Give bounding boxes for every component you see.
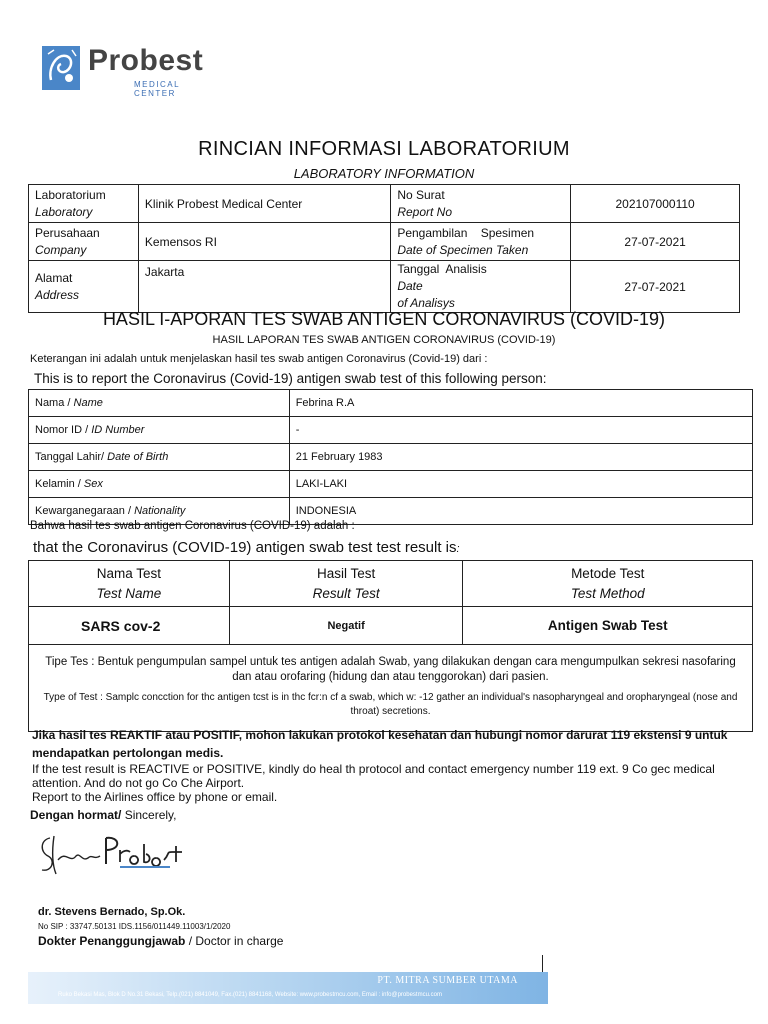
closing-text: Dengan hormat/ Sincerely, [30, 808, 177, 822]
result-intro-id: Bahwa hasil tes swab antigen Coronavirus (COVID-19) adalah : [30, 520, 355, 532]
result-title: HASIL I-APORAN TES SWAB ANTIGEN CORONAVIRUS (COVID-19) [102, 309, 666, 329]
intro-text-id: Keterangan ini adalah untuk menjelaskan hasil tes swab antigen Coronavirus (Covid-19) dari : [30, 353, 488, 365]
report-no-value: 202107000110 [571, 185, 740, 223]
lab-info-table [28, 184, 740, 313]
table-row [29, 390, 753, 417]
name-label: Nama / Name [29, 390, 290, 417]
document-subtitle: LABORATORY INFORMATION [293, 166, 475, 181]
probest-logo-icon [42, 46, 80, 90]
test-result-value: Negatif [229, 607, 463, 645]
company-label: Perusahaan Company [29, 223, 139, 261]
name-value: Febrina R.A [289, 390, 752, 417]
test-type-en: Type of Test : Samplc concction for thc antigen tcst is in thc fcr:n cf a swab, which w: -12 gather an individual's nasopharyngeal and oropharyngeal (nose and throat) secretions. [43, 692, 738, 717]
footer-banner [28, 972, 548, 1004]
doctor-sip: No SIP : 33747.50131 IDS.1156/011449.11003/1/2020 [38, 922, 231, 931]
address-value: Jakarta [138, 261, 390, 313]
footer-divider [542, 955, 543, 973]
sex-label: Kelamin / Sex [29, 471, 290, 498]
logo-subtext: MEDICAL CENTER [134, 80, 180, 98]
logo-brand-text: Probest [88, 44, 204, 77]
intro-text-en: This is to report the Coronavirus (Covid-19) antigen swab test of this following person: [34, 371, 547, 386]
table-row [29, 471, 753, 498]
analysis-date-value: 27-07-2021 [571, 261, 740, 313]
probest-logo [42, 44, 212, 98]
laboratory-label: Laboratorium Laboratory [29, 185, 139, 223]
nationality-label: Kewarganegaraan / Nationality [29, 498, 290, 525]
table-row [29, 444, 753, 471]
table-row [29, 645, 753, 732]
warning-text-id: Jika hasil tes REAKTIF atau POSITIF, mohon lakukan protokol kesehatan dan hubungi nomor darurat 119 ekstensi 9 untuk mendapatkan pertolongan medis. [32, 728, 728, 760]
test-type-description [29, 645, 753, 732]
person-info-table [28, 389, 753, 525]
address-label: Alamat Address [29, 261, 139, 313]
table-row [29, 417, 753, 444]
id-number-value: - [289, 417, 752, 444]
table-row [29, 185, 740, 223]
laboratory-value: Klinik Probest Medical Center [138, 185, 390, 223]
sex-value: LAKI-LAKI [289, 471, 752, 498]
dob-value: 21 February 1983 [289, 444, 752, 471]
analysis-date-label: Tanggal Analisis Date of Analisys [391, 261, 571, 313]
test-result-table [28, 560, 753, 732]
test-method-value: Antigen Swab Test [463, 607, 753, 645]
specimen-date-value: 27-07-2021 [571, 223, 740, 261]
nationality-value: INDONESIA [289, 498, 752, 525]
footer-company: PT. MITRA SUMBER UTAMA [377, 975, 518, 986]
result-header: Hasil Test Result Test [229, 561, 463, 607]
doctor-name: dr. Stevens Bernado, Sp.Ok. [38, 906, 186, 918]
table-row [29, 261, 740, 313]
id-number-label: Nomor ID / ID Number [29, 417, 290, 444]
table-row [29, 607, 753, 645]
warning-text-en: If the test result is REACTIVE or POSITIVE, kindly do heal th protocol and contact emergency number 119 ext. 9 Co gec medical attention. And do not go Co Che Airport. Report to the Airlines office by phone or email. [32, 762, 715, 804]
report-no-label: No Surat Report No [391, 185, 571, 223]
test-name-value: SARS cov-2 [29, 607, 230, 645]
doctor-role: Dokter Penanggungjawab / Doctor in charge [38, 934, 284, 948]
table-header-row [29, 561, 753, 607]
specimen-date-label: Pengambilan Spesimen Date of Specimen Taken [391, 223, 571, 261]
company-value: Kemensos RI [138, 223, 390, 261]
method-header: Metode Test Test Method [463, 561, 753, 607]
table-row [29, 223, 740, 261]
footer-address: Ruko Bekasi Mas, Blok D No.31 Bekasi, Telp.(021) 8841049, Fax.(021) 8841168, Website: www.probestmcu.com, Email : info@probestmcu.com [58, 992, 442, 998]
doctor-signature-icon [36, 830, 186, 880]
document-title: RINCIAN INFORMASI LABORATORIUM [198, 138, 570, 160]
test-name-header: Nama Test Test Name [29, 561, 230, 607]
test-type-id: Tipe Tes : Bentuk pengumpulan sampel untuk tes antigen adalah Swab, yang dilakukan dengan cara mengumpulkan sekresi nasofaring dan atau orofaring (hidung dan atau tenggorokan) dari pasien. [45, 656, 736, 683]
result-intro-en: that the Coronavirus (COVID-19) antigen swab test test result is: [33, 539, 460, 556]
result-subtitle: HASIL LAPORAN TES SWAB ANTIGEN CORONAVIRUS (COVID-19) [212, 334, 556, 346]
dob-label: Tanggal Lahir/ Date of Birth [29, 444, 290, 471]
